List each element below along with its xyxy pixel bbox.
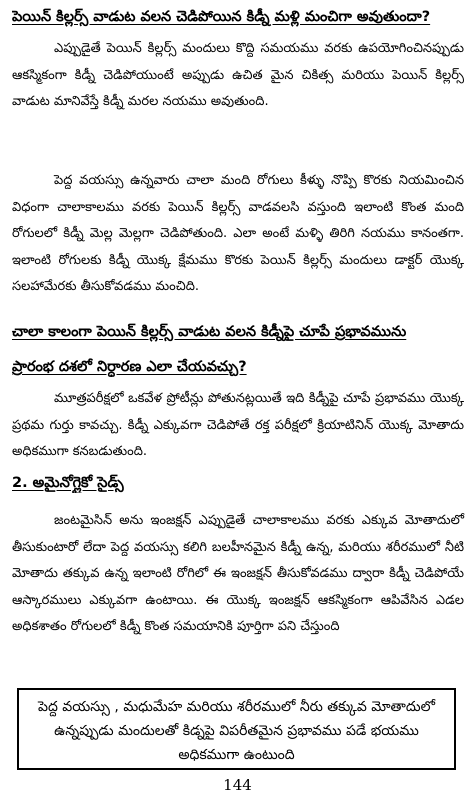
warning-box-text: పెద్ద వయస్సు , మధుమేహ మరియు శరీరములో నీరు తక్కువ మోతాదులో ఉన్నప్పుడు మందులతో కిడ్నపై విపరీతమైన ప్రభావము పడే భయము అధికముగా ఉంటుంది xyxy=(38,699,435,763)
paragraph-short-term-use: ఎప్పుడైతే పెయిన్ కిల్లర్స్ మందులు కొద్ది సమయము వరకు ఉపయోగించినప్పుడు ఆకస్మికంగా కిడ్నీ చెడిపోయుంటే అప్పుడు ఉచిత మైన చికిత్స మరియు పెయిన్ కిల్లర్స్ వాడుట మానివేస్తే కిడ్నీ మరల నయము అవుతుంది. xyxy=(12,41,464,109)
heading-early-diagnosis: ప్రారంభ దశలో నిర్ధారణ ఎలా చేయవచ్చు? xyxy=(12,359,247,375)
heading-aminoglycosides: 2. అమైనోగ్లైకో సైడ్స్ xyxy=(12,475,124,491)
heading-long-term-effects: చాలా కాలంగా పెయిన్ కిల్లర్స్ వాడుట వలన కిడ్నీపై చూపే ప్రభావమును xyxy=(12,324,407,340)
paragraph-diagnosis-tests: మూత్రపరీక్షలో ఒకవేళ ప్రోటీన్లు పోతునట్లయితే ఇది కిడ్నీపై చూపే ప్రభావము యొక్క ప్రథమ గుర్తు కావచ్చు. కిడ్నీ ఎక్కువగా చెడిపోతే రక్త పరీక్షలో క్రియాటినిన్ యొక్క మోతాదు అధికముగా కనబడుతుంది. xyxy=(12,391,464,459)
warning-box xyxy=(17,688,456,770)
paragraph-gentamicin: జంటమైసిన్ అను ఇంజక్షన్ ఎప్పుడైతే చాలాకాలము వరకు ఎక్కువ మోతాదులో తీసుకుంటారో లేదా పెద్ద వయస్సు కలిగి బలహీనమైన కిడ్నీ ఉన్న, మరియు శరీరములో నీటి మోతాదు తక్కువ ఉన్న ఇలాంటి రోగిలో ఈ ఇంజక్షన్ తీసుకోవడము ద్వారా కిడ్నీ చెడిపోయే ఆస్కారములు ఎక్కువగా ఉంటాయి. ఈ యొక్క ఇంజక్షన్ ఆకస్మికంగా ఆపివేసిన ఎడల అధికశాతం రోగులలో కిడ్నీ కొంత సమయానికి పూర్తిగా పని చేస్తుంది xyxy=(12,513,464,634)
paragraph-elderly-patients: పెద్ద వయస్సు ఉన్నవారు చాలా మంది రోగులు కీళ్ళు నొప్పి కొరకు నియమించిన విధంగా చాలాకాలము వరకు పెయిన్ కిల్లర్స్ వాడవలసి వస్తుంది ఇలాంటి కొంత మంది రోగులలో కిడ్నీ మెల్ల మెల్లగా చెడిపోతుంది. ఎలా అంటే మళ్ళి తిరిగి నయము కానంతగా. ఇలాంటి రోగులకు కిడ్నీ యొక్క క్షేమము కొరకు పెయిన్ కిల్లర్స్ మందులు డాక్టర్ యొక్క సలహామేరకు తీసుకోవడము మంచిది. xyxy=(12,173,464,294)
page-number: 144 xyxy=(223,776,252,794)
heading-painkiller-recovery: పెయిన్ కిల్లర్స్ వాడుట వలన చెడిపోయిన కిడ్నీ మళ్లి మంచిగా అవుతుందా? xyxy=(12,9,431,25)
